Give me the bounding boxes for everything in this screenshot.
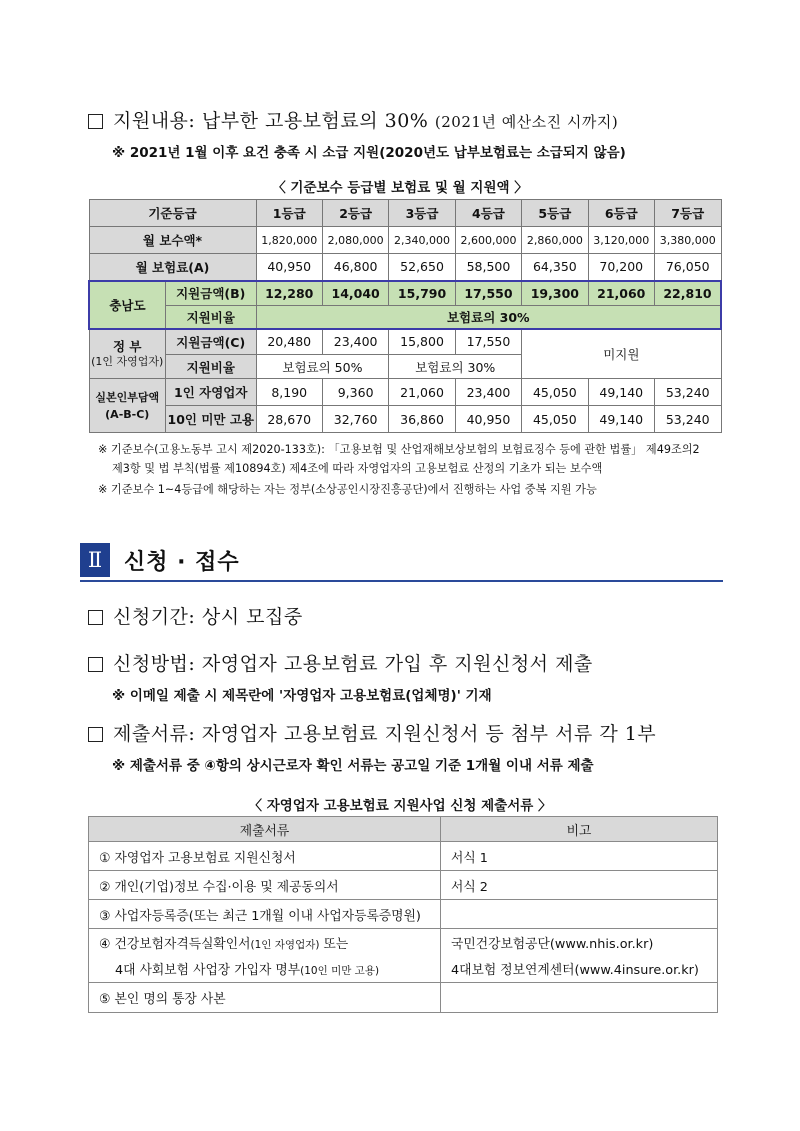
gov-not-supported: 미지원 xyxy=(522,329,721,379)
province-amount-label: 지원금액(B) xyxy=(165,281,256,306)
self-one-cell: 49,140 xyxy=(588,379,654,406)
checkbox-square-icon xyxy=(88,114,103,129)
self-small-cell: 53,240 xyxy=(654,406,721,433)
table-row-note: 서식 1 xyxy=(441,842,718,871)
gov-ratio-30: 보험료의 30% xyxy=(389,355,522,379)
self-burden-formula: (A-B-C) xyxy=(105,407,150,421)
gov-amount-cell: 15,800 xyxy=(389,329,455,355)
header-grade-5: 5등급 xyxy=(522,200,588,227)
table-row: ③ 사업자등록증(또는 최근 1개월 이내 사업자등록증명원) xyxy=(89,900,441,929)
province-amount-cell: 14,040 xyxy=(322,281,388,306)
self-burden-label: 실본인부담액 xyxy=(95,390,160,404)
footnote-standard-pay-cont: 제3항 및 법 부칙(법률 제10894호) 제4조에 따라 자영업자의 고용보험료 산정의 기초가 되는 보수액 xyxy=(112,462,603,475)
table-row xyxy=(89,956,441,983)
self-small-label: 10인 미만 고용 xyxy=(165,406,256,433)
province-amount-cell: 15,790 xyxy=(389,281,455,306)
monthly-pay-label: 월 보수액* xyxy=(89,227,256,254)
monthly-pay-cell: 3,120,000 xyxy=(588,227,654,254)
documents-table-caption: 〈 자영업자 고용보험료 지원사업 신청 제출서류 〉 xyxy=(248,798,552,814)
self-one-cell: 21,060 xyxy=(389,379,455,406)
retroactive-note: ※ 2021년 1월 이후 요건 충족 시 소급 지원(2020년도 납부보험료는 소급되지 않음) xyxy=(112,145,626,161)
application-period xyxy=(88,602,303,629)
premium-cell: 40,950 xyxy=(256,254,322,281)
health-insurance-doc-or: 또는 xyxy=(319,936,349,952)
support-content-label: 지원내용: 납부한 고용보험료의 30% xyxy=(113,110,429,132)
section-number: Ⅱ xyxy=(80,543,110,577)
section-title: 신청 · 접수 xyxy=(124,550,240,575)
monthly-pay-cell: 3,380,000 xyxy=(654,227,721,254)
table-row-note: 국민건강보험공단(www.nhis.or.kr) xyxy=(441,929,718,956)
submission-documents-text: 제출서류: 자영업자 고용보험료 지원신청서 등 첨부 서류 각 1부 xyxy=(113,723,657,745)
grade-table xyxy=(88,199,722,433)
province-amount-cell: 21,060 xyxy=(588,281,654,306)
monthly-pay-cell: 1,820,000 xyxy=(256,227,322,254)
header-grade: 기준등급 xyxy=(89,200,256,227)
premium-cell: 52,650 xyxy=(389,254,455,281)
province-amount-cell: 22,810 xyxy=(654,281,721,306)
gov-amount-label: 지원금액(C) xyxy=(165,329,256,355)
self-one-cell: 23,400 xyxy=(455,379,521,406)
self-small-cell: 45,050 xyxy=(522,406,588,433)
documents-table xyxy=(88,816,718,1013)
premium-cell: 70,200 xyxy=(588,254,654,281)
province-ratio-value: 보험료의 30% xyxy=(256,306,721,329)
footnote-standard-pay: ※ 기준보수(고용노동부 고시 제2020-133호): 「고용보험 및 산업재해보상보험의 보험료징수 등에 관한 법률」 제49조의2 xyxy=(98,443,700,456)
table-row-note xyxy=(441,983,718,1013)
premium-cell: 46,800 xyxy=(322,254,388,281)
self-small-cell: 49,140 xyxy=(588,406,654,433)
self-one-cell: 9,360 xyxy=(322,379,388,406)
premium-cell: 58,500 xyxy=(455,254,521,281)
self-small-cell: 40,950 xyxy=(455,406,521,433)
table-row: ② 개인(기업)정보 수집·이용 및 제공동의서 xyxy=(89,871,441,900)
table-row: ⑤ 본인 명의 통장 사본 xyxy=(89,983,441,1013)
header-grade-1: 1등급 xyxy=(256,200,322,227)
insurance-roster-doc: 4대 사회보험 사업장 가입자 명부 xyxy=(115,963,301,979)
province-amount-cell: 12,280 xyxy=(256,281,322,306)
self-one-cell: 8,190 xyxy=(256,379,322,406)
gov-sub-label: (1인 자영업자) xyxy=(91,354,164,368)
support-content-suffix: (2021년 예산소진 시까지) xyxy=(434,113,619,131)
submission-documents xyxy=(88,719,656,746)
section-rule xyxy=(80,580,723,582)
self-one-cell: 45,050 xyxy=(522,379,588,406)
province-amount-cell: 17,550 xyxy=(455,281,521,306)
documents-note: ※ 제출서류 중 ④항의 상시근로자 확인 서류는 공고일 기준 1개월 이내 서류 제출 xyxy=(112,758,594,774)
header-grade-7: 7등급 xyxy=(654,200,721,227)
application-method xyxy=(88,649,593,676)
support-content-line xyxy=(88,106,618,133)
monthly-pay-cell: 2,080,000 xyxy=(322,227,388,254)
monthly-pay-cell: 2,860,000 xyxy=(522,227,588,254)
gov-ratio-50: 보험료의 50% xyxy=(256,355,389,379)
gov-ratio-label: 지원비율 xyxy=(165,355,256,379)
remarks-header: 비고 xyxy=(441,817,718,842)
table-row-note: 서식 2 xyxy=(441,871,718,900)
insurance-roster-doc-qualifier: (10인 미만 고용) xyxy=(300,965,380,978)
health-insurance-doc: ④ 건강보험자격득실확인서 xyxy=(99,936,251,952)
table-row xyxy=(89,929,441,956)
premium-cell: 64,350 xyxy=(522,254,588,281)
self-one-cell: 53,240 xyxy=(654,379,721,406)
self-small-cell: 36,860 xyxy=(389,406,455,433)
province-amount-cell: 19,300 xyxy=(522,281,588,306)
header-grade-6: 6등급 xyxy=(588,200,654,227)
monthly-pay-cell: 2,600,000 xyxy=(455,227,521,254)
self-small-cell: 32,760 xyxy=(322,406,388,433)
email-note: ※ 이메일 제출 시 제목란에 '자영업자 고용보험료(업체명)' 기재 xyxy=(112,688,492,704)
health-insurance-doc-qualifier: (1인 자영업자) xyxy=(250,938,320,951)
application-method-text: 신청방법: 자영업자 고용보험료 가입 후 지원신청서 제출 xyxy=(113,653,593,675)
premium-label: 월 보험료(A) xyxy=(89,254,256,281)
checkbox-square-icon xyxy=(88,610,103,625)
header-grade-2: 2등급 xyxy=(322,200,388,227)
self-one-label: 1인 자영업자 xyxy=(165,379,256,406)
header-grade-3: 3등급 xyxy=(389,200,455,227)
table-caption: 〈 기준보수 등급별 보험료 및 월 지원액 〉 xyxy=(272,180,528,196)
table-row: ① 자영업자 고용보험료 지원신청서 xyxy=(89,842,441,871)
province-ratio-label: 지원비율 xyxy=(165,306,256,329)
footnote-duplicate-support: ※ 기준보수 1~4등급에 해당하는 자는 정부(소상공인시장진흥공단)에서 진행하는 사업 중복 지원 가능 xyxy=(98,483,597,496)
gov-amount-cell: 20,480 xyxy=(256,329,322,355)
application-period-text: 신청기간: 상시 모집중 xyxy=(113,606,303,628)
documents-header: 제출서류 xyxy=(89,817,441,842)
province-label: 충남도 xyxy=(89,281,165,329)
gov-label: 정 부 xyxy=(112,338,142,354)
table-row-note: 4대보험 정보연계센터(www.4insure.or.kr) xyxy=(441,956,718,983)
header-grade-4: 4등급 xyxy=(455,200,521,227)
checkbox-square-icon xyxy=(88,727,103,742)
gov-amount-cell: 17,550 xyxy=(455,329,521,355)
table-row-note xyxy=(441,900,718,929)
checkbox-square-icon xyxy=(88,657,103,672)
self-burden-label-cell xyxy=(89,379,165,433)
gov-label-cell xyxy=(89,329,165,379)
premium-cell: 76,050 xyxy=(654,254,721,281)
monthly-pay-cell: 2,340,000 xyxy=(389,227,455,254)
gov-amount-cell: 23,400 xyxy=(322,329,388,355)
self-small-cell: 28,670 xyxy=(256,406,322,433)
